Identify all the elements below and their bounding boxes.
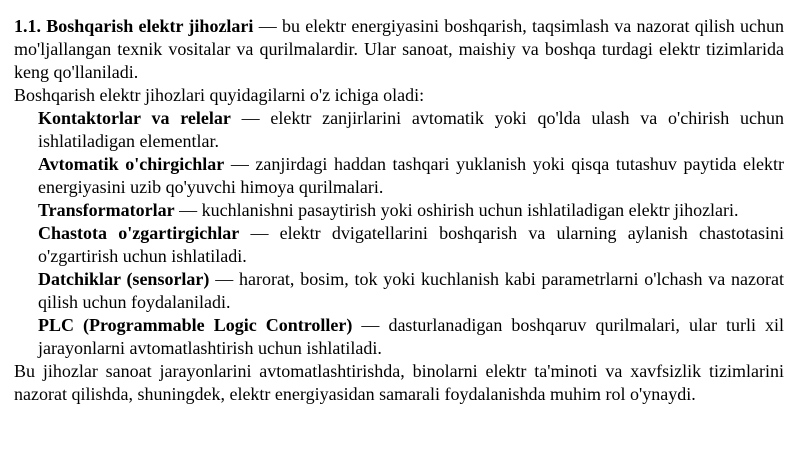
list-item: [14, 268, 784, 314]
list-item: [14, 107, 784, 153]
item-term: Kontaktorlar va relelar: [38, 108, 231, 128]
item-desc: — elektr zanjirlarini avtomatik yoki qo'lda ulash va o'chirish uchun ishlatiladigan elementlar.: [38, 108, 784, 151]
item-term: Transformatorlar: [38, 200, 175, 220]
list-item: [14, 314, 784, 360]
intro-paragraph: [14, 15, 784, 84]
item-desc: — harorat, bosim, tok yoki kuchlanish kabi parametrlarni o'lchash va nazorat qilish uchun foydalaniladi.: [38, 269, 784, 312]
item-desc: — kuchlanishni pasaytirish yoki oshirish uchun ishlatiladigan elektr jihozlari.: [174, 200, 739, 220]
list-item: [14, 199, 784, 222]
item-desc: — zanjirdagi haddan tashqari yuklanish yoki qisqa tutashuv paytida elektr energiyasini uzib qo'yuvchi himoya qurilmalari.: [38, 154, 784, 197]
item-desc: — dasturlanadigan boshqaruv qurilmalari, ular turli xil jarayonlarni avtomatlashtirish uchun ishlatiladi.: [38, 315, 784, 358]
item-term: PLC (Programmable Logic Controller): [38, 315, 353, 335]
item-term: Datchiklar (sensorlar): [38, 269, 210, 289]
item-desc: — elektr dvigatellarini boshqarish va ularning aylanish chastotasini o'zgartirish uchun ishlatiladi.: [38, 223, 784, 266]
item-term: Avtomatik o'chirgichlar: [38, 154, 225, 174]
list-lead: Boshqarish elektr jihozlari quyidagilarni o'z ichiga oladi:: [14, 85, 425, 105]
intro-text: — bu elektr energiyasini boshqarish, taqsimlash va nazorat qilish uchun mo'ljallangan texnik vositalar va qurilmalardir. Ular sanoat, maishiy va boshqa turdagi elektr tizimlarida keng qo'llaniladi.: [14, 16, 784, 82]
equipment-list: [14, 107, 784, 360]
document-body: [14, 15, 784, 406]
list-item: [14, 222, 784, 268]
section-heading: 1.1. Boshqarish elektr jihozlari: [14, 16, 254, 36]
list-item: [14, 153, 784, 199]
item-term: Chastota o'zgartirgichlar: [38, 223, 240, 243]
conclusion-paragraph: Bu jihozlar sanoat jarayonlarini avtomatlashtirishda, binolarni elektr ta'minoti va xavfsizlik tizimlarini nazorat qilishda, shuningdek, elektr energiyasidan samarali foydalanishda muhim rol o'ynaydi.: [14, 361, 784, 404]
